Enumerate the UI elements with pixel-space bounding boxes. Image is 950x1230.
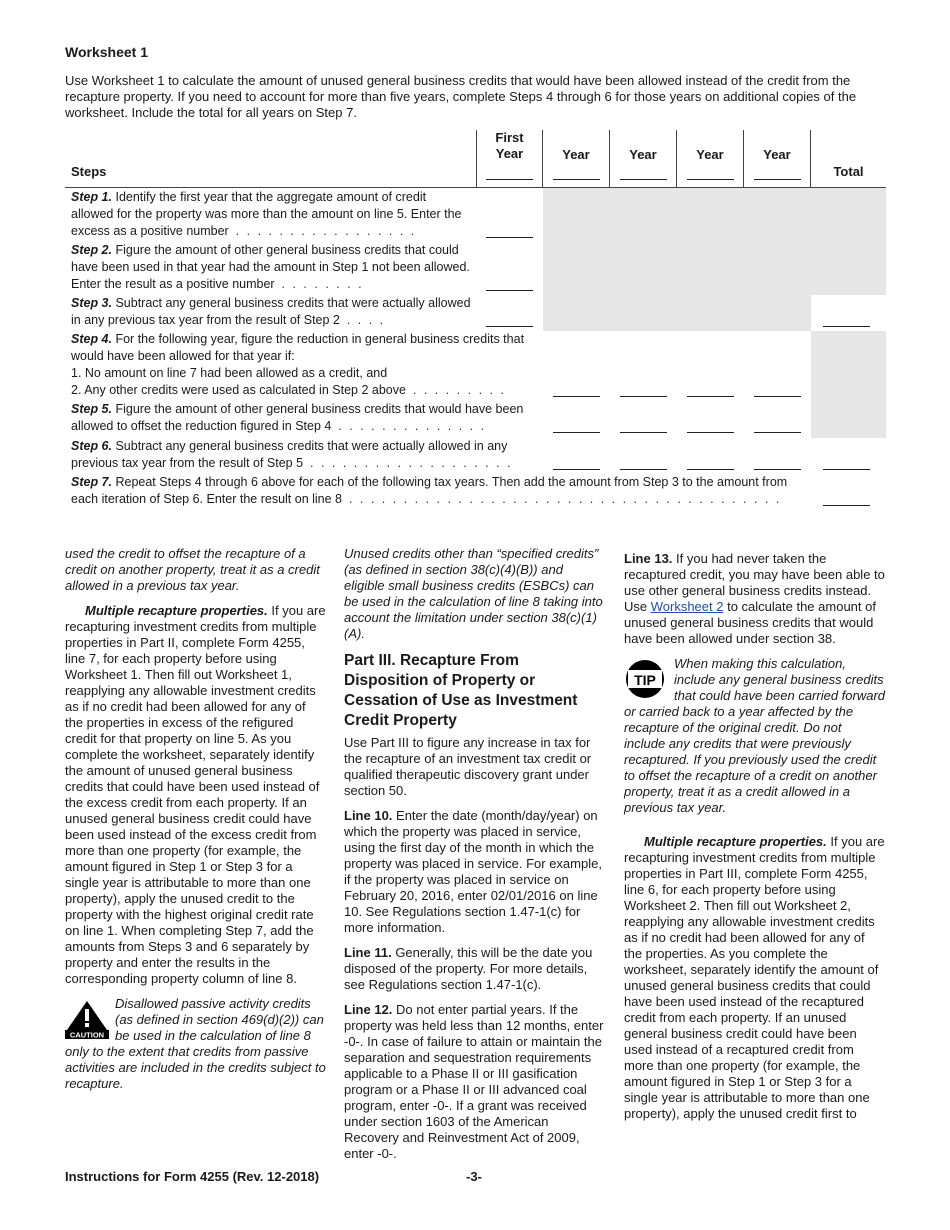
step-6-year-3-field[interactable] xyxy=(620,469,667,470)
tip-note xyxy=(624,656,886,816)
step-5-year-2-field[interactable] xyxy=(553,432,600,433)
step-4-year-2-field[interactable] xyxy=(553,396,600,397)
col1-multiple-recapture: Multiple recapture properties. If you are recapturing investment credits from multiple properties in Part II, complete Form 4255, line 7, for each property before using Worksheet 1. Then fill out Worksheet 1, reapplying any allowable investment credits as if no credit had been allowed for any of the properties in excess of the refigured credit for that property on line 5. As you complete the worksheet, separately identify the amount of unused general business credits that could have been used instead of the excess credit from each property. If an unused general business credit could have been used instead of the excess credit from more than one property (for example, the amount figured in Step 1 or Step 3 for a single year is attributable to more than one property), apply the unused credit to the property with the highest original credit rate on line 1. When completing Step 7, add the amounts from Steps 3 and 6 separately by property and enter the results in the corresponding property column of line 8. xyxy=(65,603,326,986)
header-year-3: Year xyxy=(629,147,657,162)
step-3-first-year-field[interactable] xyxy=(486,326,533,327)
line-13-text: Line 13. If you had never taken the recaptured credit, you may have been able to use other general business credits instead. Use Worksheet 2 to calculate the amount of unused general business credits that would have been allowed under section 38. xyxy=(624,551,885,646)
step-1-first-year-field[interactable] xyxy=(486,237,533,238)
footer-form-title: Instructions for Form 4255 (Rev. 12-2018) xyxy=(65,1169,320,1184)
col3-multiple-recapture: Multiple recapture properties. If you are recapturing investment credits from multiple properties in Part III, complete Form 4255, line 6, for each property before using Worksheet 2. Then fill out Worksheet 2, reapplying any allowable investment credits as if no credit had been allowed for any of the properties. As you complete the worksheet, separately identify the amount of unused general business credits that could have been used instead of the recaptured credit from each property. If an unused general business credit could have been used instead of a recaptured credit from more than one property (for example, the amount figured in Step 1 or Step 3 for a single year is attributable to more than one property), apply the unused credit first to xyxy=(624,834,885,1121)
step-4: Step 4. For the following year, figure the reduction in general business credits that would have been allowed for that year if: 1. No amount on line 7 had been allowed as a credit, and 2. Any other credits were used as calculated in Step 2 above . . . . . . . . . xyxy=(71,332,525,397)
shade-step-3 xyxy=(543,295,811,331)
step-6-year-4-field[interactable] xyxy=(687,469,734,470)
step-5-year-3-field[interactable] xyxy=(620,432,667,433)
header-year-2: Year xyxy=(562,147,590,162)
column-1 xyxy=(65,546,327,1092)
page-number: -3- xyxy=(466,1169,482,1184)
header-steps: Steps xyxy=(71,164,107,179)
step-2: Step 2. Figure the amount of other general business credits that could have been used in that year had the amount in Step 1 not been allowed. Enter the result as a positive number . . . . . . . . xyxy=(71,243,470,291)
column-3 xyxy=(624,551,886,1122)
caution-label: CAUTION xyxy=(69,1030,105,1039)
step-3-total-field[interactable] xyxy=(823,326,870,327)
step-5-year-4-field[interactable] xyxy=(687,432,734,433)
step-6-year-5-field[interactable] xyxy=(754,469,801,470)
line-11-text: Line 11. Generally, this will be the date you disposed of the property. For more details, see Regulations section 1.47-1(c). xyxy=(344,945,593,992)
step-1: Step 1. Identify the first year that the aggregate amount of credit allowed for the property was more than the amount on line 5. Enter the excess as a positive number . . . . . . . . . . . . . . . . . xyxy=(71,190,462,238)
column-2 xyxy=(344,546,606,1162)
step-4-year-3-field[interactable] xyxy=(620,396,667,397)
step-5: Step 5. Figure the amount of other general business credits that would have been allowed to offset the reduction figured in Step 4 . . . . . . . . . . . . . . xyxy=(71,402,524,433)
step-4-year-5-field[interactable] xyxy=(754,396,801,397)
part-3-intro: Use Part III to figure any increase in tax for the recapture of an investment tax credit or qualified therapeutic discovery grant under section 50. xyxy=(344,735,592,798)
caution-note xyxy=(65,996,327,1092)
worksheet-2-link[interactable]: Worksheet 2 xyxy=(650,599,724,614)
tip-label: TIP xyxy=(634,672,656,688)
tip-icon xyxy=(624,658,666,700)
shade-steps-1-2 xyxy=(543,188,886,295)
step-7-total-field[interactable] xyxy=(823,505,870,506)
caution-text: Disallowed passive activity credits (as defined in section 469(d)(2)) can be used in the calculation of line 8 only to the extent that credits from passive activities are included in the credits subject to recapture. xyxy=(65,996,326,1091)
header-first-year: First Year xyxy=(495,130,524,161)
header-total: Total xyxy=(833,164,864,179)
shade-steps-4-5-total xyxy=(811,331,886,438)
line-10-text: Line 10. Enter the date (month/day/year) on which the property was placed in service, using the first day of the month in which the property was placed in service. For example, if the property was placed in service on February 20, 2016, enter 02/01/2016 on line 10. See Regulations section 1.47-1(c) for more information. xyxy=(344,808,602,935)
line-12-text: Line 12. Do not enter partial years. If the property was held less than 12 months, enter -0-. In case of failure to attain or maintain the separation and sequestration requirements applicable to a Phase II or III gasification program or a Phase II or III advanced coal program, enter -0-. If a grant was received under section 1603 of the American Recovery and Reinvestment Act of 2009, enter -0-. xyxy=(344,1002,604,1161)
step-6: Step 6. Subtract any general business credits that were actually allowed in any previous tax year from the result of Step 5 . . . . . . . . . . . . . . . . . . . xyxy=(71,439,513,470)
worksheet-title: Worksheet 1 xyxy=(65,44,148,60)
step-2-first-year-field[interactable] xyxy=(486,290,533,291)
step-4-year-4-field[interactable] xyxy=(687,396,734,397)
step-3: Step 3. Subtract any general business credits that were actually allowed in any previous tax year from the result of Step 2 . . . . xyxy=(71,296,471,327)
part-3-heading: Part III. Recapture From Disposition of Property or Cessation of Use as Investment Credit Property xyxy=(344,652,578,729)
worksheet-intro: Use Worksheet 1 to calculate the amount of unused general business credits that would have been allowed instead of the credit from the recapture property. If you need to account for more than five years, complete Steps 4 through 6 for those years on additional copies of the worksheet. Include the total for all years on Step 7. xyxy=(65,73,857,120)
header-year-4: Year xyxy=(696,147,724,162)
col2-unused-credits: Unused credits other than “specified credits” (as defined in section 38(c)(4)(B)) and eligible small business credits (ESBCs) can be used in the calculation of line 8 taking into account the limitation under section 38(c)(1)(A). xyxy=(344,546,603,641)
header-year-5: Year xyxy=(763,147,791,162)
step-5-year-5-field[interactable] xyxy=(754,432,801,433)
step-7: Step 7. Repeat Steps 4 through 6 above for each of the following tax years. Then add the amount from Step 3 to the amount from each iteration of Step 6. Enter the result on line 8 . . . . . . . . . . . . . . . . . . . . . . . . . . . . . . . . . . . . . . . . xyxy=(71,475,788,506)
step-6-year-2-field[interactable] xyxy=(553,469,600,470)
tip-text: When making this calculation, include any general business credits that could have been carried forward or carried back to a year affected by the recapture of the original credit. Do not include any credits that were previously recaptured. If you previously used the credit to offset the recapture of a credit on another property, treat it as a credit allowed in a previous tax year. xyxy=(624,656,886,815)
caution-icon xyxy=(65,999,109,1039)
step-6-total-field[interactable] xyxy=(823,469,870,470)
col1-continued-text: used the credit to offset the recapture of a credit on another property, treat it as a credit allowed in a previous tax year. xyxy=(65,546,320,593)
